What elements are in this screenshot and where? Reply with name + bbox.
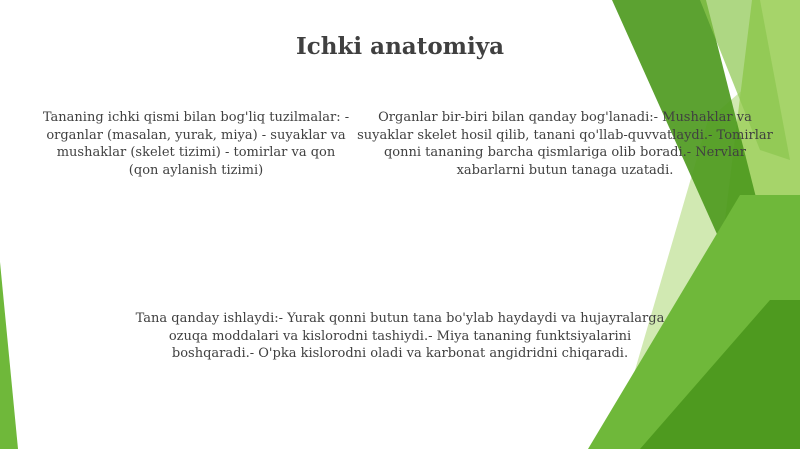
bottom-text-block: Tana qanday ishlaydi:- Yurak qonni butun tana bo'ylab haydaydi va hujayralarga ozuqa moddalari va kislorodni tashiydi.- Miya tananing funktsiyalarini boshqaradi.- O'pka kislorodni oladi va karbonat angidridni chiqaradi. bbox=[135, 311, 665, 361]
left-edge-facet bbox=[0, 262, 18, 449]
right-text-block: Organlar bir-biri bilan qanday bog'lanadi:- Mushaklar va suyaklar skelet hosil qilib, tanani qo'llab-quvvatlaydi.- Tomirlar qonni tananing barcha qismlariga olib boradi.- Nervlar xabarlarni butun tanaga uzatadi. bbox=[357, 110, 773, 178]
slide-title: Ichki anatomiya bbox=[296, 33, 504, 60]
left-text-block: Tananing ichki qismi bilan bog'liq tuzilmalar: - organlar (masalan, yurak, miya) - suyaklar va mushaklar (skelet tizimi) - tomirlar va qon (qon aylanish tizimi) bbox=[42, 110, 350, 178]
